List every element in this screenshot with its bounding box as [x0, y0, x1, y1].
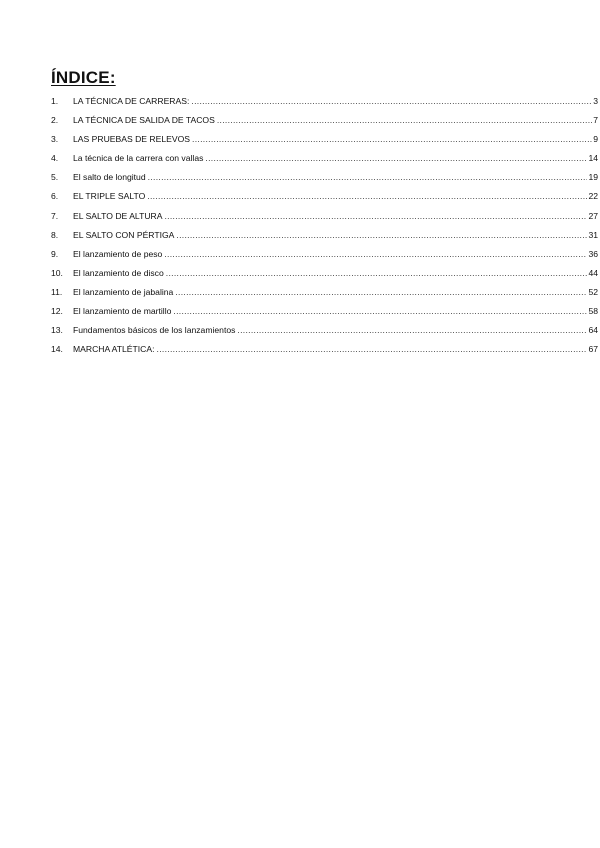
toc-entry-number: 8. — [51, 229, 59, 240]
toc-entry-number: 9. — [51, 248, 59, 259]
toc-entry-number: 10. — [51, 267, 63, 278]
toc-entry[interactable] — [51, 306, 598, 325]
toc-entry-page: 19 — [588, 172, 598, 183]
toc-dot-leader — [175, 287, 587, 297]
toc-entry-page: 22 — [588, 191, 598, 202]
toc-entry-number: 12. — [51, 306, 63, 317]
toc-entry-label: La técnica de la carrera con vallas — [73, 153, 204, 164]
toc-entry-label: LA TÉCNICA DE SALIDA DE TACOS — [73, 115, 215, 126]
toc-dot-leader — [164, 249, 587, 259]
toc-dot-leader — [166, 268, 588, 278]
toc-entry[interactable] — [51, 344, 598, 363]
toc-dot-leader — [173, 306, 587, 316]
toc-entry-number: 14. — [51, 344, 63, 355]
toc-entry[interactable] — [51, 249, 598, 268]
toc-entry-label: El lanzamiento de jabalina — [73, 286, 174, 297]
toc-entry[interactable] — [51, 153, 598, 172]
toc-dot-leader — [191, 96, 592, 106]
toc-title: ÍNDICE: — [51, 68, 116, 87]
toc-dot-leader — [148, 172, 588, 182]
toc-entry-page: 58 — [588, 306, 598, 317]
toc-entry[interactable] — [51, 96, 598, 115]
toc-dot-leader — [192, 134, 592, 144]
toc-entry[interactable] — [51, 325, 598, 344]
toc-entry-label: El lanzamiento de disco — [73, 267, 164, 278]
toc-entry-label: EL TRIPLE SALTO — [73, 191, 146, 202]
toc-entry-number: 1. — [51, 96, 59, 106]
toc-list — [51, 96, 598, 363]
toc-entry-page: 27 — [588, 210, 598, 221]
toc-dot-leader — [205, 153, 587, 163]
toc-dot-leader — [176, 230, 587, 240]
toc-entry-page: 31 — [588, 229, 598, 240]
toc-entry-number: 4. — [51, 153, 59, 164]
toc-entry-page: 67 — [588, 344, 598, 355]
toc-entry-label: EL SALTO CON PÉRTIGA — [73, 229, 175, 240]
toc-entry[interactable] — [51, 287, 598, 306]
toc-entry[interactable] — [51, 134, 598, 153]
toc-entry[interactable] — [51, 172, 598, 191]
toc-entry-label: MARCHA ATLÉTICA: — [73, 344, 155, 355]
toc-entry[interactable] — [51, 230, 598, 249]
toc-entry-number: 5. — [51, 172, 59, 183]
toc-entry-label: LAS PRUEBAS DE RELEVOS — [73, 134, 191, 145]
toc-entry-number: 3. — [51, 134, 59, 145]
toc-entry[interactable] — [51, 211, 598, 230]
toc-entry-number: 2. — [51, 115, 59, 126]
toc-entry-page: 52 — [588, 286, 598, 297]
toc-entry-page: 7 — [593, 115, 598, 126]
toc-dot-leader — [237, 325, 587, 335]
toc-entry-page: 36 — [588, 248, 598, 259]
toc-entry-page: 64 — [588, 325, 598, 336]
toc-dot-leader — [164, 211, 587, 221]
toc-entry[interactable] — [51, 191, 598, 210]
toc-entry-label: Fundamentos básicos de los lanzamientos — [73, 325, 236, 336]
toc-entry-label: El lanzamiento de peso — [73, 248, 163, 259]
toc-entry-label: El salto de longitud — [73, 172, 146, 183]
toc-entry-number: 13. — [51, 325, 63, 336]
toc-entry[interactable] — [51, 115, 598, 134]
toc-entry-page: 44 — [588, 267, 598, 278]
toc-entry-label: El lanzamiento de martillo — [73, 306, 172, 317]
toc-dot-leader — [217, 115, 592, 125]
toc-entry[interactable] — [51, 268, 598, 287]
toc-entry-page: 14 — [588, 153, 598, 164]
toc-entry-number: 6. — [51, 191, 59, 202]
toc-entry-page: 3 — [593, 96, 598, 106]
toc-entry-number: 7. — [51, 210, 59, 221]
toc-entry-label: LA TÉCNICA DE CARRERAS: — [73, 96, 190, 106]
toc-entry-label: EL SALTO DE ALTURA — [73, 210, 163, 221]
toc-dot-leader — [147, 191, 587, 201]
toc-dot-leader — [157, 344, 588, 354]
toc-entry-number: 11. — [51, 286, 63, 297]
toc-entry-page: 9 — [593, 134, 598, 145]
